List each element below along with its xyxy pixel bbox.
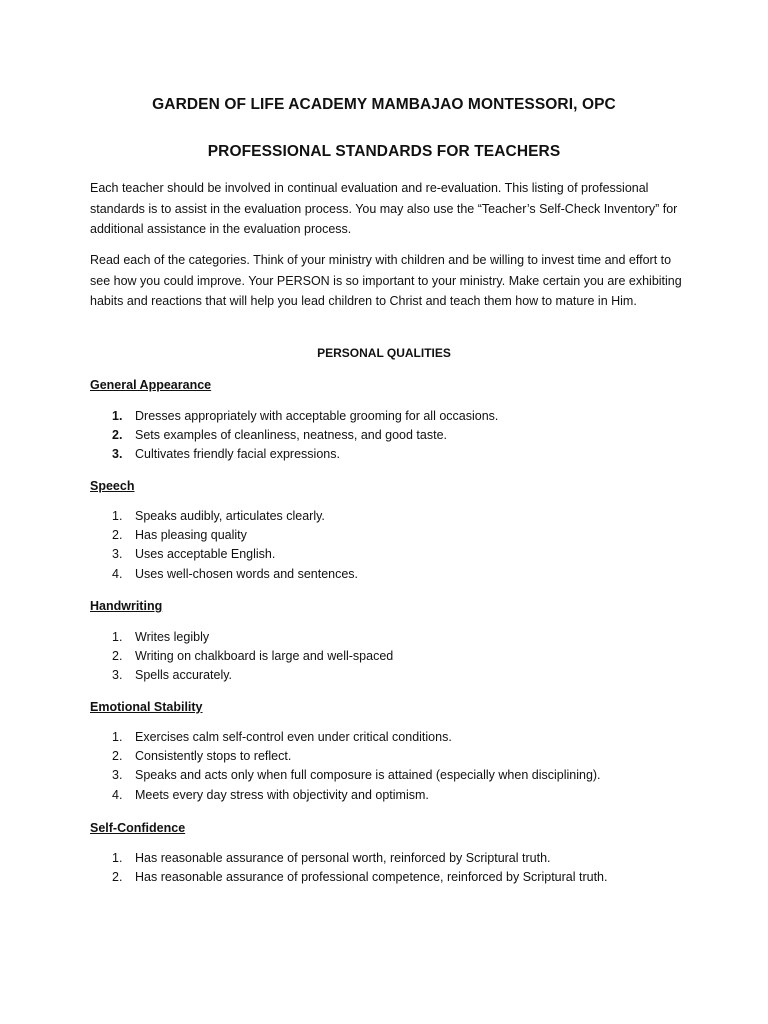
list-item — [112, 766, 601, 785]
list-item-text: Cultivates friendly facial expressions. — [135, 447, 340, 462]
list-item-number: 2. — [112, 870, 123, 885]
category-heading-general-appearance: General Appearance — [90, 378, 212, 392]
list-item-number: 2. — [112, 749, 123, 764]
list-item-text: Spells accurately. — [135, 668, 233, 683]
list-item — [112, 545, 358, 564]
document-title: GARDEN OF LIFE ACADEMY MAMBAJAO MONTESSORI, OPC — [152, 96, 616, 113]
list-item-number: 3. — [112, 668, 123, 683]
list-item-text: Has pleasing quality — [135, 528, 247, 543]
list-item — [112, 628, 393, 647]
list-item-text: Has reasonable assurance of personal worth, reinforced by Scriptural truth. — [135, 851, 551, 865]
document-subtitle: PROFESSIONAL STANDARDS FOR TEACHERS — [207, 143, 561, 160]
category-heading-self-confidence: Self-Confidence — [90, 821, 186, 835]
list-item-text: Speaks audibly, articulates clearly. — [135, 509, 325, 523]
category-heading-handwriting: Handwriting — [90, 599, 163, 613]
list-item — [112, 445, 498, 464]
list-item-number: 1. — [112, 851, 123, 865]
list-item-text: Writes legibly — [135, 630, 210, 644]
list-item-number: 4. — [112, 566, 123, 581]
list-item-number: 2. — [112, 649, 123, 664]
list-item-text: Sets examples of cleanliness, neatness, and good taste. — [135, 428, 447, 443]
list-emotional-stability — [112, 728, 601, 805]
category-heading-speech: Speech — [90, 479, 135, 493]
list-item — [112, 786, 601, 805]
section-heading: PERSONAL QUALITIES — [317, 346, 451, 360]
list-item — [112, 849, 607, 868]
list-item-text: Uses acceptable English. — [135, 547, 276, 562]
list-item-number: 3. — [112, 547, 123, 562]
list-item — [112, 728, 601, 747]
list-item-number: 2. — [112, 528, 123, 543]
intro-paragraph-2: Read each of the categories. Think of your ministry with children and be willing to invest time and effort to see how you could improve. Your PERSON is so important to your ministry. Make certain you are exhibiting habits and reactions that will help you lead children to Christ and teach them how to mature in Him. — [90, 253, 682, 308]
list-item — [112, 426, 498, 445]
list-item-text: Speaks and acts only when full composure is attained (especially when disciplining). — [135, 768, 601, 783]
list-item — [112, 868, 607, 887]
intro-paragraph-1: Each teacher should be involved in continual evaluation and re-evaluation. This listing of professional standards is to assist in the evaluation process. You may also use the “Teacher’s Self-Check Inventory” for additional assistance in the evaluation process. — [90, 181, 678, 236]
list-item-number: 1. — [112, 409, 123, 423]
list-item — [112, 666, 393, 685]
list-item-number: 1. — [112, 509, 123, 523]
list-item — [112, 507, 358, 526]
list-item — [112, 565, 358, 584]
list-item — [112, 647, 393, 666]
list-item-number: 1. — [112, 630, 123, 644]
list-speech — [112, 507, 358, 584]
list-item-number: 4. — [112, 787, 123, 802]
list-handwriting — [112, 628, 393, 686]
list-general-appearance — [112, 407, 498, 465]
list-item-number: 2. — [112, 428, 123, 443]
list-item-text: Writing on chalkboard is large and well-spaced — [135, 649, 394, 664]
list-item — [112, 526, 358, 545]
category-heading-emotional-stability: Emotional Stability — [90, 700, 203, 714]
list-item-text: Has reasonable assurance of professional competence, reinforced by Scriptural truth. — [135, 870, 608, 885]
list-item-text: Dresses appropriately with acceptable grooming for all occasions. — [135, 409, 499, 423]
list-item-text: Exercises calm self-control even under critical conditions. — [135, 730, 452, 744]
list-item-text: Consistently stops to reflect. — [135, 749, 292, 764]
list-item-number: 1. — [112, 730, 123, 744]
list-item — [112, 747, 601, 766]
list-item-text: Uses well-chosen words and sentences. — [135, 566, 359, 581]
list-item — [112, 407, 498, 426]
list-self-confidence — [112, 849, 607, 887]
list-item-text: Meets every day stress with objectivity and optimism. — [135, 787, 429, 802]
list-item-number: 3. — [112, 447, 123, 462]
list-item-number: 3. — [112, 768, 123, 783]
